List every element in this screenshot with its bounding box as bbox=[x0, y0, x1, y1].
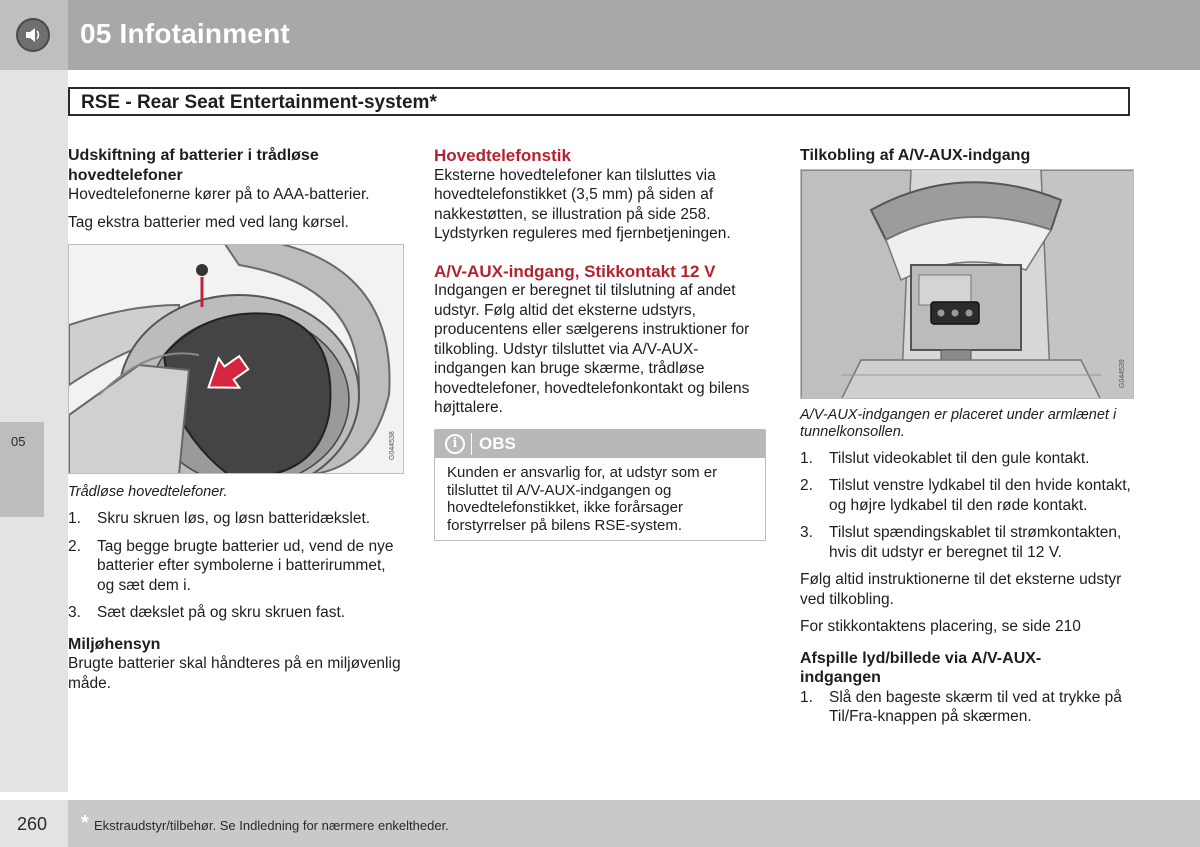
obs-title: OBS bbox=[479, 434, 516, 453]
list-item bbox=[800, 449, 1134, 469]
list-item bbox=[800, 688, 1134, 727]
headphone-jack-heading: Hovedtelefonstik bbox=[434, 146, 571, 165]
aux-input-text: Indgangen er beregnet til tilslutning af andet udstyr. Følg altid det eksterne udstyrs, producentens eller sælgerens instruktioner for tilkobling. Udstyr tilsluttet via A/V-AUX-indgangen kan bruge skærme, trådløse hovedtelefoner, hovedtelefonkontakt og bilens højttalere. bbox=[434, 282, 750, 416]
chapter-tab-label: 05 bbox=[11, 434, 26, 449]
headphone-jack-text: Eksterne hovedtelefoner kan tilsluttes via hovedtelefonstikket (3,5 mm) på siden af nakkestøtten, se illustration på side 258. Lydstyrken reguleres med fjernbetjeningen. bbox=[434, 166, 731, 242]
armrest-caption: A/V-AUX-indgangen er placeret under armlænet i tunnelkonsollen. bbox=[800, 406, 1117, 440]
step-number: 1. bbox=[800, 449, 813, 467]
aux-connection-heading: Tilkobling af A/V-AUX-indgang bbox=[800, 147, 1031, 164]
obs-divider bbox=[471, 433, 472, 455]
obs-text: Kunden er ansvarlig for, at udstyr som er tilsluttet til A/V-AUX-indgangen og hovedtelefonstikket, ikke forårsager forstyrrelser på bilens RSE-system. bbox=[447, 464, 718, 534]
page-number: 260 bbox=[17, 814, 48, 834]
headphone-illustration bbox=[68, 244, 404, 474]
step-text: Tilslut spændingskablet til strømkontakten, hvis dit udstyr er beregnet til 12 V. bbox=[829, 524, 1122, 561]
step-text: Tilslut videokablet til den gule kontakt. bbox=[829, 449, 1090, 467]
aux-paragraph-1: Følg altid instruktionerne til det eksterne udstyr ved tilkobling. bbox=[800, 571, 1122, 608]
info-icon: i bbox=[445, 434, 465, 454]
aux-steps bbox=[800, 449, 1134, 563]
list-item bbox=[800, 476, 1134, 515]
armrest-drawing bbox=[801, 170, 1134, 399]
page-number-block bbox=[0, 800, 68, 847]
step-text: Tag begge brugte batterier ud, vend de nye batterier efter symbolerne i batterirummet, og sæt dem i. bbox=[97, 537, 394, 594]
step-number: 1. bbox=[800, 688, 813, 706]
image-code: G044539 bbox=[1119, 358, 1126, 388]
step-text: Skru skruen løs, og løsn batteridækslet. bbox=[97, 510, 371, 527]
playback-steps bbox=[800, 688, 1134, 727]
step-number: 2. bbox=[800, 477, 813, 494]
footnote-star: * bbox=[81, 812, 89, 834]
chapter-title: 05 Infotainment bbox=[80, 18, 290, 49]
footnote-text: Ekstraudstyr/tilbehør. Se Indledning for nærmere enkeltheder. bbox=[94, 818, 449, 833]
image-code: G044538 bbox=[389, 431, 396, 460]
list-item bbox=[68, 603, 404, 623]
environment-heading: Miljøhensyn bbox=[68, 635, 161, 653]
step-text: Tilslut venstre lydkabel til den hvide kontakt, og højre lydkabel til den røde kontakt. bbox=[829, 477, 1131, 514]
header-left-block bbox=[0, 0, 68, 70]
step-text: Sæt dækslet på og skru skruen fast. bbox=[97, 604, 346, 621]
battery-paragraph-1: Hovedtelefonerne kører på to AAA-batterier. bbox=[68, 186, 370, 203]
aux-input-heading: A/V-AUX-indgang, Stikkontakt 12 V bbox=[434, 261, 716, 281]
speaker-icon bbox=[16, 18, 50, 52]
armrest-illustration bbox=[800, 169, 1134, 399]
chapter-tab bbox=[0, 422, 44, 517]
column-3 bbox=[800, 146, 1134, 727]
battery-steps bbox=[68, 509, 404, 623]
step-text: Slå den bageste skærm til ved at trykke på Til/Fra-knappen på skærmen. bbox=[829, 688, 1122, 725]
section-title: RSE - Rear Seat Entertainment-system* bbox=[81, 92, 437, 113]
battery-paragraph-2: Tag ekstra batterier med ved lang kørsel. bbox=[68, 213, 349, 231]
column-1 bbox=[68, 146, 404, 693]
obs-note-header bbox=[435, 430, 765, 458]
list-item bbox=[800, 523, 1134, 562]
list-item bbox=[68, 509, 404, 529]
step-number: 2. bbox=[68, 537, 81, 555]
environment-text: Brugte batterier skal håndteres på en miljøvenlig måde. bbox=[68, 655, 401, 692]
section-title-bar bbox=[68, 87, 1130, 116]
headphone-caption: Trådløse hovedtelefoner. bbox=[68, 484, 228, 500]
battery-heading: Udskiftning af batterier i trådløse hovedtelefoner bbox=[68, 147, 319, 184]
obs-note-box bbox=[434, 429, 766, 541]
column-2 bbox=[434, 146, 766, 418]
step-number: 3. bbox=[68, 604, 81, 621]
list-item bbox=[68, 537, 404, 596]
playback-heading: Afspille lyd/billede via A/V-AUX-indgangen bbox=[800, 649, 1042, 686]
step-number: 3. bbox=[800, 524, 813, 541]
step-number: 1. bbox=[68, 510, 81, 527]
footer-band bbox=[68, 800, 1200, 847]
headphone-drawing bbox=[69, 245, 404, 474]
aux-paragraph-2: For stikkontaktens placering, se side 210 bbox=[800, 618, 1081, 635]
